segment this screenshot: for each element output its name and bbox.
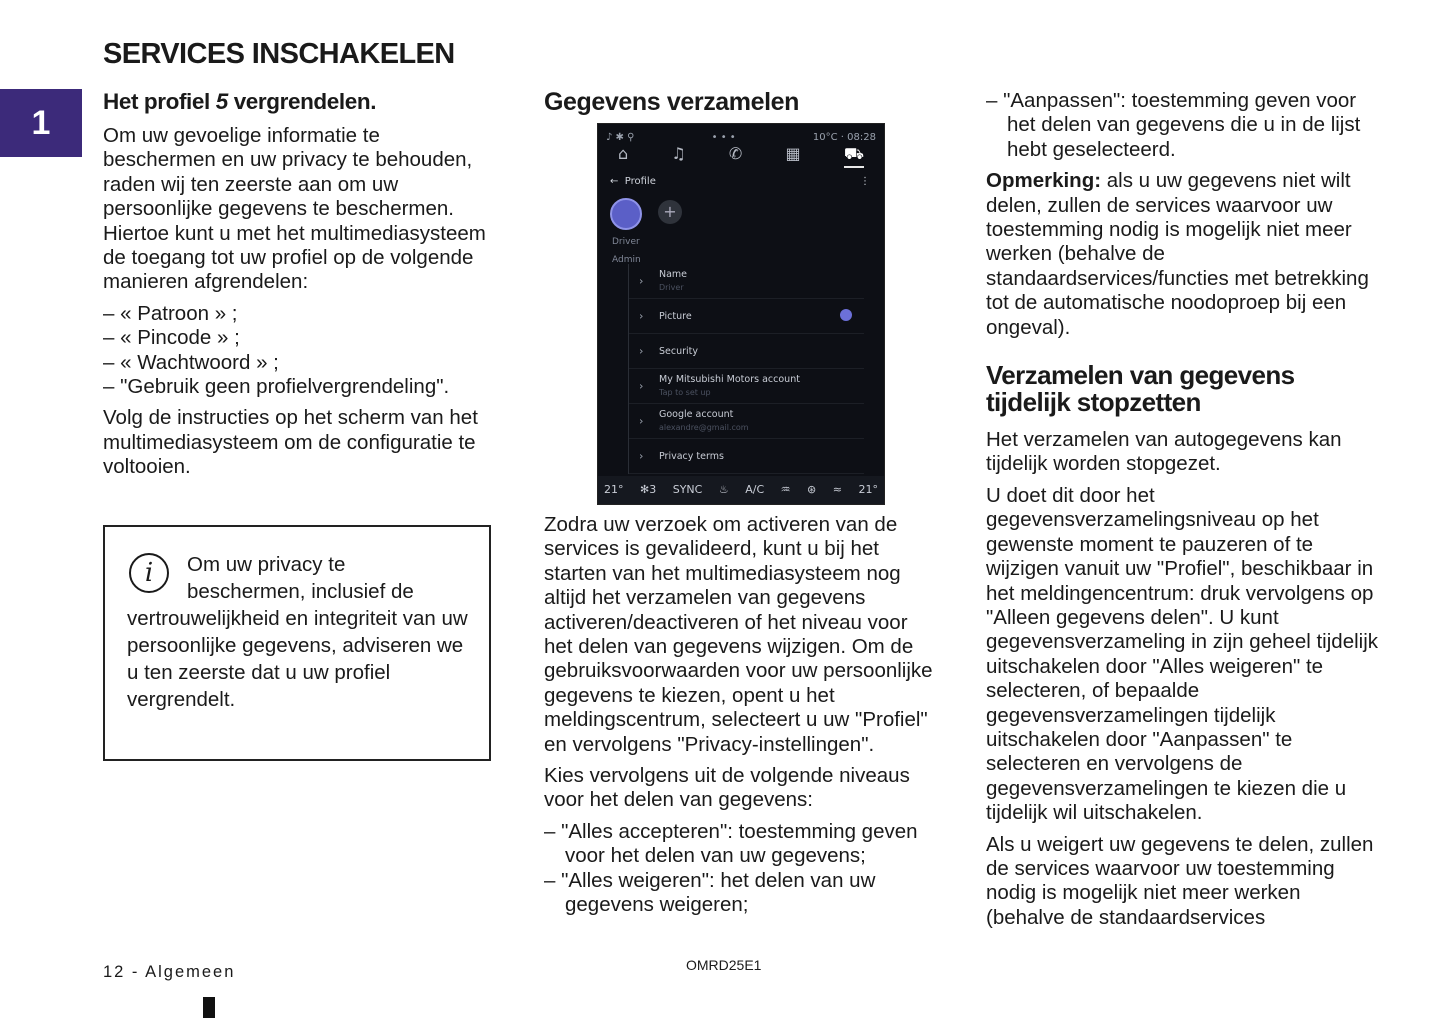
status-clock: 08:28: [847, 132, 876, 143]
remark-text: als u uw gegevens niet wilt delen, zullen de services waarvoor uw toestemming nodig is mogelijk niet meer werken (behalve de standaardservices/functies met betrekking tot de automatische noodoproep bij een ongeval).: [986, 169, 1369, 339]
menu-item-picture: › Picture: [629, 299, 864, 334]
fan-icon: ✻: [640, 482, 650, 496]
profile-header: [610, 170, 870, 194]
list-item: – "Alles weigeren": het delen van uw gegevens weigeren;: [544, 869, 939, 918]
driver-role: Admin: [612, 255, 641, 265]
sync-label: SYNC: [672, 482, 703, 496]
status-dots: • • •: [711, 132, 736, 143]
levels-paragraph: Kies vervolgens uit de volgende niveaus voor het delen van gegevens:: [544, 764, 910, 812]
sharing-level-list: [544, 820, 939, 918]
chapter-tab: 1: [0, 89, 82, 157]
binding-mark: [203, 997, 215, 1018]
page-title: SERVICES INSCHAKELEN: [103, 38, 455, 70]
profile-menu: [628, 264, 864, 474]
back-arrow-icon: ←: [610, 176, 619, 187]
list-item: – "Alles accepteren": toestemming geven voor het delen van uw gegevens;: [544, 820, 939, 869]
seat-heat-icon: ♨: [718, 482, 729, 496]
outro-paragraph: Volg de instructies op het scherm van het multimediasysteem om de configuratie te voltooien.: [103, 406, 478, 479]
car-icon: ⛟: [844, 142, 864, 168]
defrost-icon: ♒: [780, 482, 791, 496]
chevron-right-icon: ›: [639, 274, 644, 288]
info-icon: i: [129, 553, 169, 593]
list-item: – « Patroon » ;: [103, 302, 498, 326]
picture-avatar-icon: [840, 309, 852, 321]
phone-icon: ✆: [728, 144, 743, 163]
activation-paragraph: Zodra uw verzoek om activeren van de services is gevalideerd, kunt u bij het starten van het multimediasysteem nog altijd het verzamelen van gegevens activeren/deactiveren of het niveau voor het delen van gegevens wijzigen. Om de gebruiksvoorwaarden voor uw persoonlijke gegevens te kiezen, opent u het meldingscentrum, selecteert u uw "Profiel" en vervolgens "Privacy-instellingen".: [544, 513, 933, 756]
note-text: Om uw privacy te beschermen, inclusief de vertrouwelijkheid en integriteit van uw persoonlijke gegevens, adviseren we u ten zeerste dat u uw profiel vergrendelt.: [127, 553, 468, 711]
menu-item-google: › Google account alexandre@gmail.com: [629, 404, 864, 439]
menu-item-privacy: › Privacy terms: [629, 439, 864, 474]
refuse-paragraph: Als u weigert uw gegevens te delen, zullen de services waarvoor uw toestemming nodig is mogelijk niet meer werken (behalve de standaardservices: [986, 832, 1374, 929]
section-heading-lock-profile: Het profiel 5 vergrendelen.: [103, 89, 377, 114]
airflow-icon: ≈: [832, 482, 842, 496]
column-right: [986, 89, 1384, 937]
list-item: – « Wachtwoord » ;: [103, 351, 498, 375]
chevron-right-icon: ›: [639, 414, 644, 428]
chevron-right-icon: ›: [639, 379, 644, 393]
pause-paragraph: Het verzamelen van autogegevens kan tijdelijk worden stopgezet.: [986, 428, 1342, 476]
menu-item-account: › My Mitsubishi Motors account Tap to set up: [629, 369, 864, 404]
list-item: – « Pincode » ;: [103, 326, 498, 350]
menu-item-name: › Name Driver: [629, 264, 864, 299]
remark-label: Opmerking:: [986, 169, 1102, 193]
column-left: [103, 89, 498, 487]
chevron-right-icon: ›: [639, 449, 644, 463]
avatar: [610, 198, 642, 230]
list-item: – "Gebruik geen profielvergrendeling".: [103, 375, 498, 399]
fan-level: 3: [649, 482, 657, 496]
more-icon: ⋮: [860, 176, 870, 187]
screen-nav: [618, 142, 864, 168]
add-profile-icon: +: [658, 200, 682, 224]
ac-label: A/C: [745, 482, 765, 496]
steering-icon: ⊛: [807, 482, 817, 496]
section-heading-pause-collection: Verzamelen van gegevens tijdelijk stopzetten: [986, 360, 1295, 418]
lock-method-list: [103, 302, 498, 400]
chevron-right-icon: ›: [639, 309, 644, 323]
list-item: – "Aanpassen": toestemming geven voor het delen van gegevens die u in de lijst hebt geselecteerd.: [986, 89, 1384, 162]
status-icons: ♪ ✱ ⚲: [606, 132, 635, 143]
page-footer: 12 - Algemeen: [103, 963, 236, 981]
document-code: OMRD25E1: [686, 957, 762, 973]
intro-paragraph: Om uw gevoelige informatie te beschermen en uw privacy te behouden, raden wij ten zeerste aan om uw persoonlijke gegevens te beschermen. Hiertoe kunt u met het multimediasysteem de toegang tot uw profiel op de volgende manieren afgrendelen:: [103, 124, 486, 294]
status-bar: ♪ ✱ ⚲ • • • 10°C · 08:28: [606, 126, 876, 150]
home-icon: ⌂: [618, 144, 629, 163]
driver-name: Driver: [612, 237, 640, 247]
sharing-level-list-cont: [986, 89, 1384, 162]
apps-icon: ▦: [785, 144, 801, 163]
music-icon: ♫: [671, 144, 686, 163]
chevron-right-icon: ›: [639, 344, 644, 358]
climate-bar: [598, 476, 884, 504]
pause-howto-paragraph: U doet dit door het gegevensverzamelingsniveau op het gewenste moment te pauzeren of te wijzigen vanuit uw "Profiel", beschikbaar in het meldingencentrum: druk vervolgens op "Alleen gegevens delen". U kunt gegevensverzameling in zijn geheel tijdelijk uitschakelen door "Alles weigeren" te selecteren, of bepaalde gegevensverzamelingen tijdelijk uitschakelen door "Aanpassen" te selecteren en vervolgens de gegevensverzamelingen te kiezen die u tijdelijk wil uitschakelen.: [986, 483, 1379, 825]
profile-title: Profile: [624, 176, 656, 187]
section-heading-collect-data: Gegevens verzamelen: [544, 88, 800, 116]
right-temp: 21°: [858, 482, 878, 496]
multimedia-screen-image: [597, 123, 885, 505]
column-middle: [544, 89, 939, 925]
privacy-note-box: [103, 525, 491, 761]
remark-paragraph: [986, 169, 1384, 340]
menu-item-security: › Security: [629, 334, 864, 369]
status-temp: 10°C: [812, 132, 838, 143]
left-temp: 21°: [604, 482, 624, 496]
